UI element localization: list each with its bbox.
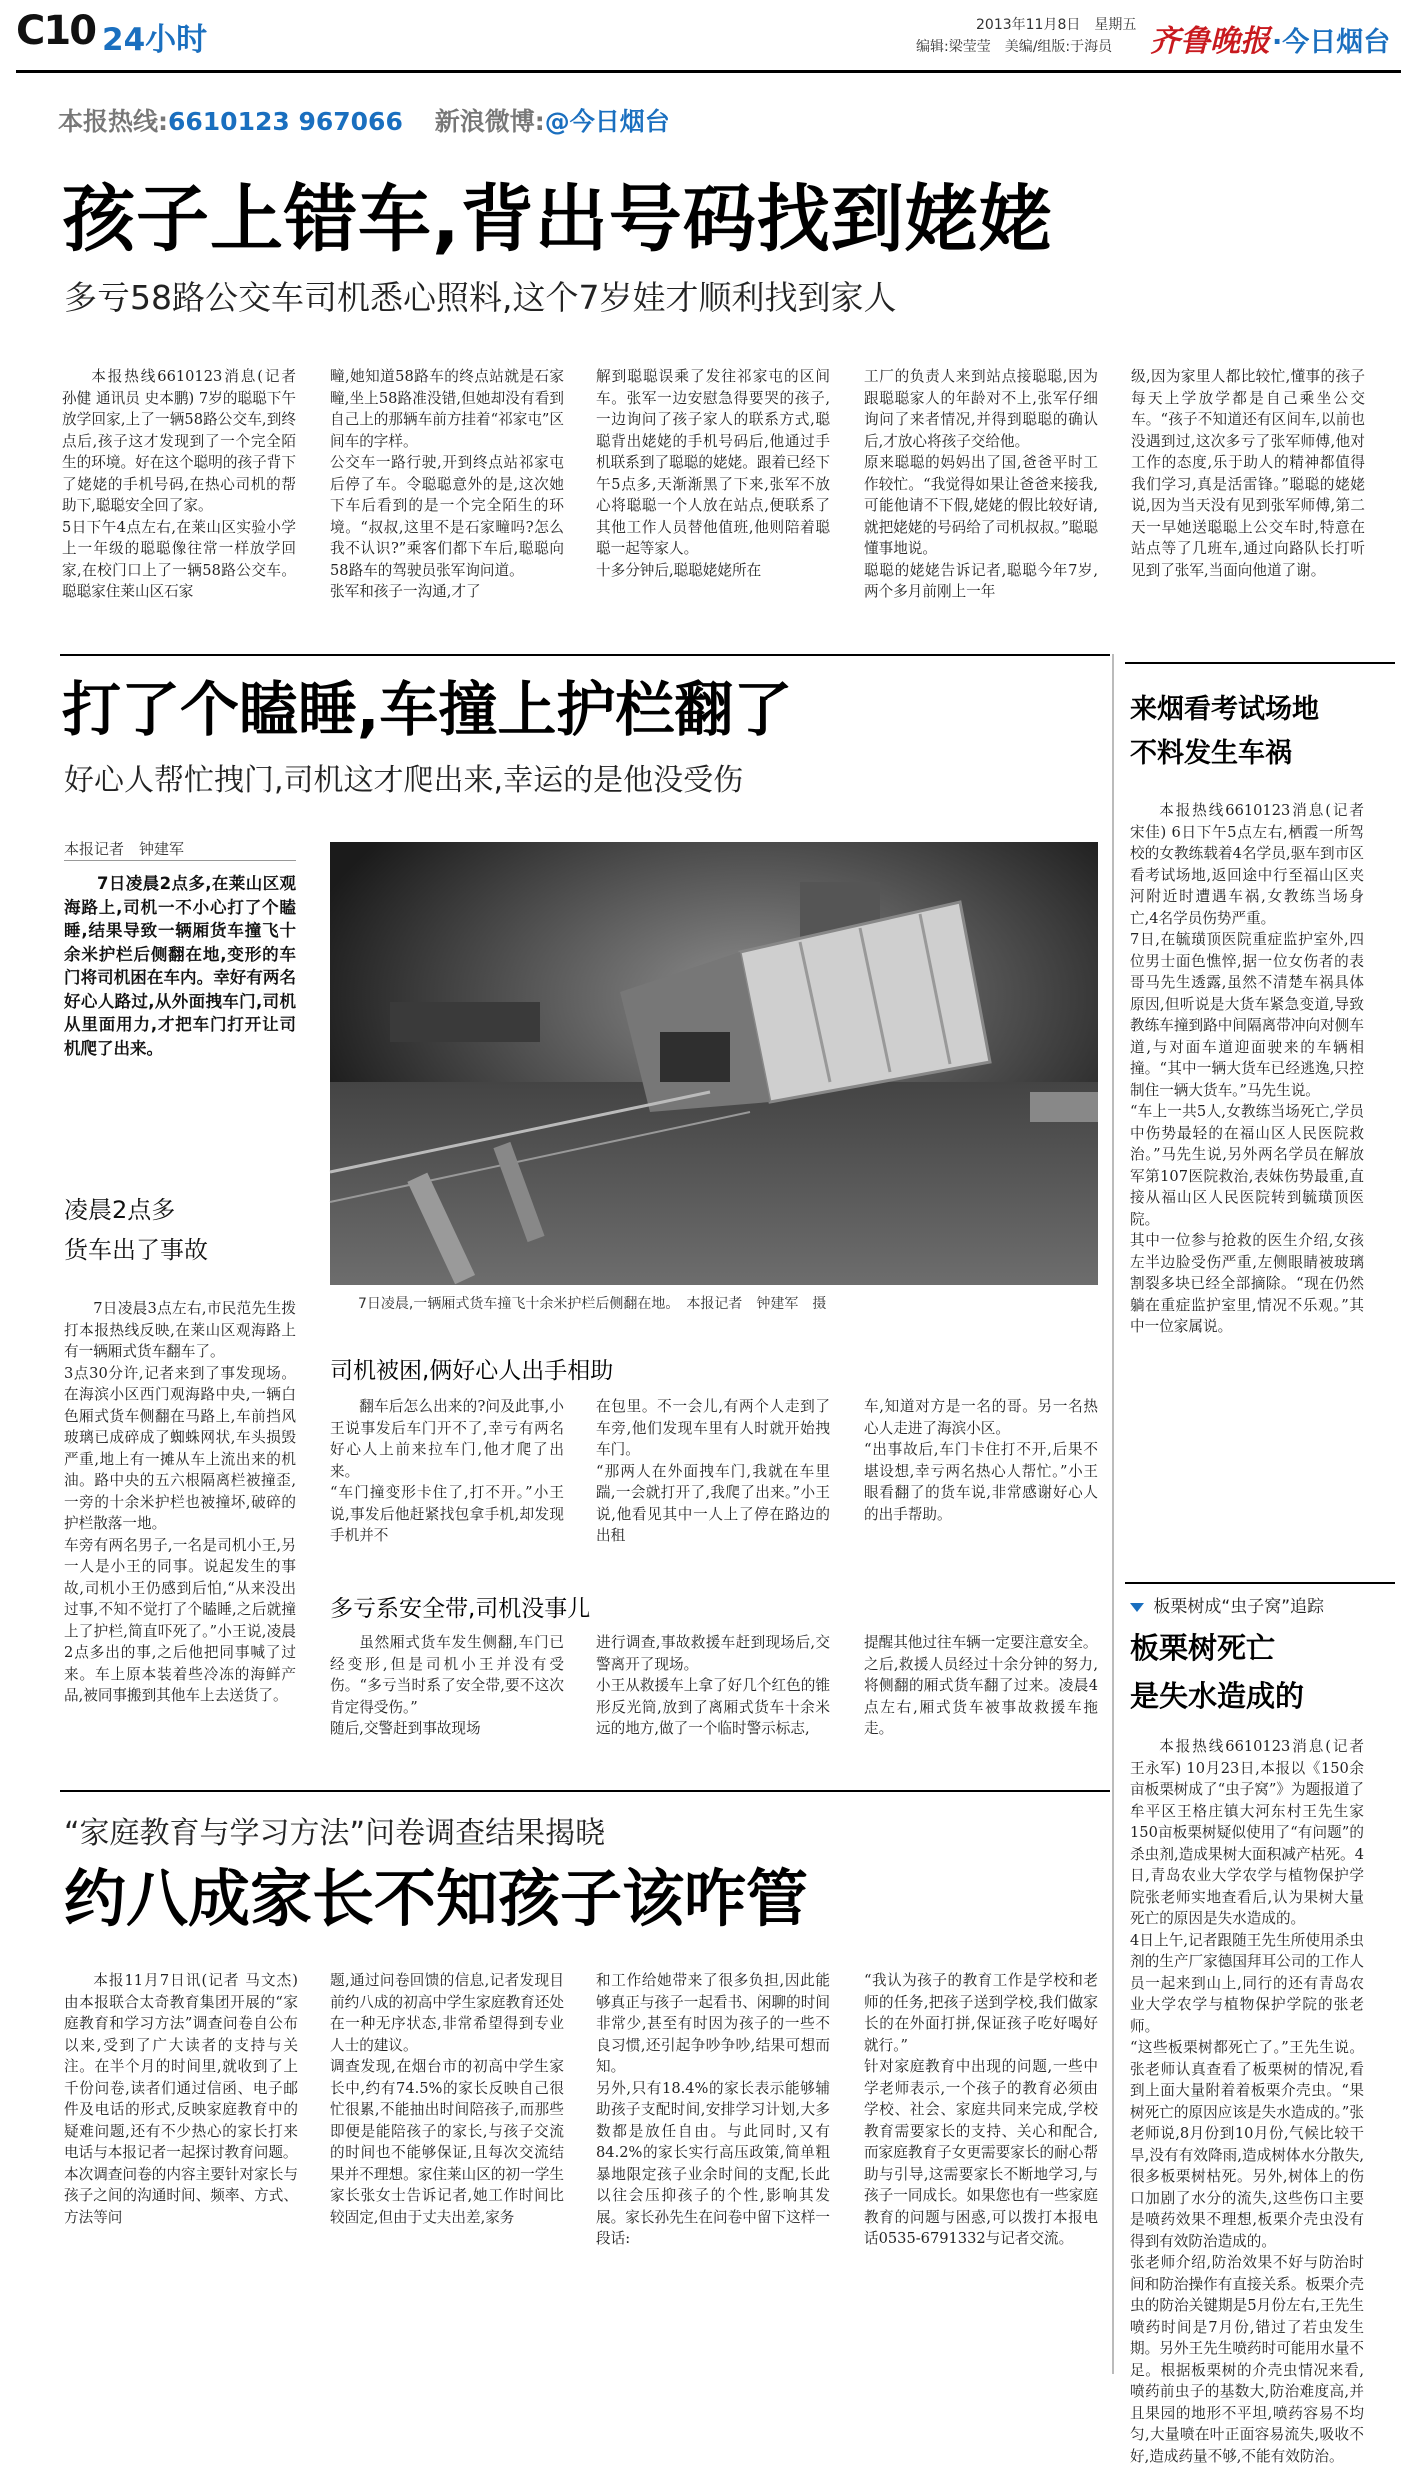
hotline-numbers[interactable]: 6610123 967066 <box>168 107 403 136</box>
story2-sec2-col2 <box>596 1396 830 1556</box>
story1-col5 <box>1131 366 1365 634</box>
story1-col3-text: 解到聪聪误乘了发往祁家屯的区间车。张军一边安慰急得要哭的孩子,一边询问了孩子家人的联系方式,聪聪背出姥姥的手机号码后,他通过手机联系到了聪聪的姥姥。跟着已经下午5点多,天渐渐黑了下来,张军不放心将聪聪一个人放在站点,便联系了其他工作人员替他值班,他则陪着聪聪一起等家人。 十多分钟后,聪聪姥姥所在 <box>596 368 830 579</box>
story1-col1-text: 本报热线6610123消息(记者 孙健 通讯员 史本鹏) 7岁的聪聪下午放学回家,上了一辆58路公交车,到终点后,孩子这才发现到了一个完全陌生的环境。好在这个聪明的孩子背下了姥姥的手机号码,在热心司机的帮助下,聪聪安全回了家。 5日下午4点左右,在莱山区实验小学上一年级的聪聪像往常一样放学回家,在校门口上了一辆58路公交车。聪聪家住莱山区石家 <box>62 368 296 600</box>
story1-col3 <box>596 366 830 634</box>
brand-suffix: ·今日烟台 <box>1272 27 1391 58</box>
page-number: C10 <box>16 8 96 54</box>
story2-sec2-col1 <box>330 1396 564 1556</box>
story2-subhead-1: 凌晨2点多 货车出了事故 <box>64 1196 208 1264</box>
story3-col4-text: “我认为孩子的教育工作是学校和老师的任务,把孩子送到学校,我们做家长的在外面打拼,保证孩子吃好喝好就行。” 针对家庭教育中出现的问题,一些中学老师表示,一个孩子的教育必须由学校、社会、家庭共同来完成,学校教育需要家长的支持、关心和配合,而家庭教育子女更需要家长的耐心帮助与引导,这需要家长不断地学习,与孩子一同成长。如果您也有一些家庭教育的问题与困惑,可以拨打本报电话0535-6791332与记者交流。 <box>864 1972 1098 2247</box>
story1-subhead: 多亏58路公交车司机悉心照料,这个7岁娃才顺利找到家人 <box>64 278 897 317</box>
story1-headline: 孩子上错车,背出号码找到姥姥 <box>62 177 1053 262</box>
story2-headline: 打了个瞌睡,车撞上护栏翻了 <box>62 675 793 744</box>
section-name: 24小时 <box>102 22 208 58</box>
overturned-truck-illustration <box>330 842 1098 1285</box>
story2-subhead-3: 多亏系安全带,司机没事儿 <box>330 1596 591 1622</box>
sidebar2-top-rule <box>1125 1582 1395 1584</box>
sidebar-divider <box>1112 654 1114 2374</box>
hotline-label: 本报热线: <box>58 107 168 136</box>
story2-sec3-col3-text: 提醒其他过往车辆一定要注意安全。 之后,救援人员经过十余分钟的努力,将侧翻的厢式货车翻了过来。凌晨4点左右,厢式货车被事故救援车拖走。 <box>864 1634 1098 1737</box>
story3-col2 <box>330 1970 564 2370</box>
story2-sec2-col3-text: 车,知道对方是一名的哥。另一名热心人走进了海滨小区。 “出事故后,车门卡住打不开,后果不堪设想,幸亏两名热心人帮忙。”小王眼看翻了的货车说,非常感谢好心人的出手帮助。 <box>864 1398 1098 1523</box>
sidebar1-top-rule <box>1125 662 1395 664</box>
story3-col4 <box>864 1970 1098 2370</box>
story2-lead <box>64 872 296 1150</box>
story1-col1 <box>62 366 296 634</box>
brand-name: 齐鲁晚报 <box>1150 24 1270 59</box>
story2-sec2-col2-text: 在包里。不一会儿,有两个人走到了车旁,他们发现车里有人时就开始拽车门。 “那两人在外面拽车门,我就在车里踹,一会就打开了,我爬了出来。”小王说,他看见其中一人上了停在路边的出租 <box>596 1398 830 1544</box>
story3-col3-text: 和工作给她带来了很多负担,因此能够真正与孩子一起看书、闲聊的时间非常少,甚至有时因为孩子的一些不良习惯,还引起争吵争吵,结果可想而知。 另外,只有18.4%的家长表示能够辅助孩子支配时间,安排学习计划,大多数都是放任自由。与此同时,又有84.2%的家长实行高压政策,简单粗暴地限定孩子业余时间的支配,长此以往会压抑孩子的个性,影响其发展。家长孙先生在问卷中留下这样一段话: <box>596 1972 830 2247</box>
story2-subhead: 好心人帮忙拽门,司机这才爬出来,幸运的是他没受伤 <box>64 763 744 798</box>
triangle-marker-icon <box>1130 1603 1144 1612</box>
accident-photo <box>330 842 1098 1285</box>
photo-caption: 7日凌晨,一辆厢式货车撞飞十余米护栏后侧翻在地。 本报记者 钟建军 摄 <box>358 1296 827 1312</box>
story2-sec3-col3 <box>864 1632 1098 1764</box>
story3-col3 <box>596 1970 830 2370</box>
sidebar1-body-text: 本报热线6610123消息(记者 宋佳) 6日下午5点左右,栖霞一所驾校的女教练载着4名学员,驱车到市区看考试场地,返回途中行至福山区夹河附近时遭遇车祸,女教练当场身亡,4名学员伤势严重。 7日,在毓璜顶医院重症监护室外,四位男士面色憔悴,据一位女伤者的表哥马先生透露,虽然不清楚车祸具体原因,但听说是大货车紧急变道,导致教练车撞到路中间隔离带冲向对侧车道,与对面车道迎面驶来的车辆相撞。“其中一辆大货车已经逃逸,只控制住一辆大货车。”马先生说。 “车上一共5人,女教练当场死亡,学员中伤势最轻的在福山区人民医院救治。”马先生说,另外两名学员在解放军第107医院救治,表妹伤势最重,直接从福山区人民医院转到毓璜顶医院。 其中一位参与抢救的医生介绍,女孩左半边脸受伤严重,左侧眼睛被玻璃割裂多块已经全部摘除。“现在仍然躺在重症监护室里,情况不乐观。”其中一位家属说。 <box>1130 802 1364 1335</box>
story1-col4 <box>864 366 1098 634</box>
story1-col2 <box>330 366 564 634</box>
sidebar2-headline: 板栗树死亡 是失水造成的 <box>1130 1631 1305 1713</box>
story2-sec2-col1-text: 翻车后怎么出来的?问及此事,小王说事发后车门开不了,幸亏有两名好心人上前来拉车门,他才爬了出来。 “车门撞变形卡住了,打不开。”小王说,事发后他赶紧找包拿手机,却发现手机并不 <box>330 1398 564 1544</box>
weibo-handle[interactable]: @今日烟台 <box>544 107 670 136</box>
story2-sec3-col2 <box>596 1632 830 1764</box>
story3-col1-text: 本报11月7日讯(记者 马文杰) 由本报联合太奇教育集团开展的“家庭教育和学习方法”调查问卷自公布以来,受到了广大读者的支持与关注。在半个月的时间里,就收到了上千份问卷,读者们通过信函、电子邮件及电话的形式,反映家庭教育中的疑难问题,还有不少热心的家长打来电话与本报记者一起探讨教育问题。 本次调查问卷的内容主要针对家长与孩子之间的沟通时间、频率、方式、方法等问 <box>64 1972 298 2226</box>
story3-col1 <box>64 1970 298 2370</box>
story2-byline: 本报记者 钟建军 <box>64 840 185 858</box>
story3-headline: 约八成家长不知孩子该咋管 <box>64 1862 809 1935</box>
story2-sec3-col2-text: 进行调查,事故救援车赶到现场后,交警离开了现场。 小王从救援车上拿了好几个红色的锥形反光筒,放到了离厢式货车十余米远的地方,做了一个临时警示标志, <box>596 1634 830 1737</box>
story3-kicker: “家庭教育与学习方法”问卷调查结果揭晓 <box>64 1816 606 1851</box>
story2-divider <box>60 1790 1110 1792</box>
header-rule <box>16 70 1401 73</box>
sidebar2-kicker: 板栗树成“虫子窝”追踪 <box>1153 1597 1325 1617</box>
story2-sec3-col1 <box>330 1632 564 1764</box>
story1-col2-text: 疃,她知道58路车的终点站就是石家疃,坐上58路准没错,但她却没有看到自己上的那辆车前方挂着“祁家屯”区间车的字样。 公交车一路行驶,开到终点站祁家屯后停了车。令聪聪意外的是,这次她下车后看到的是一个完全陌生的环境。“叔叔,这里不是石家疃吗?怎么我不认识?”乘客们都下车后,聪聪向58路车的驾驶员张军询问道。 张军和孩子一沟通,才了 <box>330 368 564 600</box>
sidebar2-kicker-row <box>1130 1592 1324 1617</box>
hotline-bar <box>58 102 670 142</box>
story2-left-body-text: 7日凌晨3点左右,市民范先生拨打本报热线反映,在莱山区观海路上有一辆厢式货车翻车了。 3点30分许,记者来到了事发现场。在海滨小区西门观海路中央,一辆白色厢式货车侧翻在马路上,车前挡风玻璃已成碎成了蜘蛛网状,车头损毁严重,地上有一摊从车上流出来的机油。路中央的五六根隔离栏被撞歪,一旁的十余米护栏也被撞坏,破碎的护栏散落一地。 车旁有两名男子,一名是司机小王,另一人是小王的同事。说起发生的事故,司机小王仍感到后怕,“从来没出过事,不知不觉打了个瞌睡,之后就撞上了护栏,简直吓死了。”小王说,凌晨2点多出的事,之后他把同事喊了过来。车上原本装着些冷冻的海鲜产品,被同事搬到其他车上去送货了。 <box>64 1300 296 1704</box>
story2-sec2-col3 <box>864 1396 1098 1556</box>
story2-subhead-2: 司机被困,俩好心人出手相助 <box>330 1358 614 1384</box>
page-header <box>0 0 1417 70</box>
editor-line: 编辑:梁莹莹 美编/组版:于海员 <box>916 39 1113 55</box>
date-line: 2013年11月8日 星期五 <box>976 17 1137 33</box>
story2-sec3-col1-text: 虽然厢式货车发生侧翻,车门已经变形,但是司机小王并没有受伤。“多亏当时系了安全带,要不这次肯定得受伤。” 随后,交警赶到事故现场 <box>330 1634 564 1737</box>
story1-col4-text: 工厂的负责人来到站点接聪聪,因为跟聪聪家人的年龄对不上,张军仔细询问了来者情况,并得到聪聪的确认后,才放心将孩子交给他。 原来聪聪的妈妈出了国,爸爸平时工作较忙。“我觉得如果让爸爸来接我,可能他请不下假,姥姥的假比较好请,就把姥姥的号码给了司机叔叔。”聪聪懂事地说。 聪聪的姥姥告诉记者,聪聪今年7岁,两个多月前刚上一年 <box>864 368 1098 600</box>
story2-left-body <box>64 1298 296 1750</box>
story1-divider <box>60 654 1110 656</box>
sidebar2-body-text: 本报热线6610123消息(记者 王永军) 10月23日,本报以《150余亩板栗树成了“虫子窝”》为题报道了牟平区王格庄镇大河东村王先生家150亩板栗树疑似使用了“有问题”的杀虫剂,造成果树大面积减产枯死。4日,青岛农业大学农学与植物保护学院张老师实地查看后,认为果树大量死亡的原因是失水造成的。 4日上午,记者跟随王先生所使用杀虫剂的生产厂家德国拜耳公司的工作人员一起来到山上,同行的还有青岛农业大学农学与植物保护学院的张老师。 “这些板栗树都死亡了。”王先生说。张老师认真查看了板栗树的情况,看到上面大量附着着板栗介壳虫。“果树死亡的原因应该是失水造成的。”张老师说,8月份到10月份,气候比较干旱,没有有效降雨,造成树体水分散失,很多板栗树枯死。另外,树体上的伤口加剧了水分的流失,这些伤口主要是喷药效果不理想,板栗介壳虫没有得到有效防治造成的。 张老师介绍,防治效果不好与防治时间和防治操作有直接关系。板栗介壳虫的防治关键期是5月份左右,王先生喷药时间是7月份,错过了若虫发生期。另外王先生喷药时可能用水量不足。根据板栗树的介壳虫情况来看,喷药前虫子的基数大,防治难度高,并且果园的地形不平坦,喷药容易不均匀,大量喷在叶正面容易流失,吸收不好,造成药量不够,不能有效防治。 <box>1130 1738 1364 2465</box>
sidebar2-body <box>1130 1736 1364 2465</box>
weibo-label: 新浪微博: <box>434 107 545 136</box>
sidebar1-headline: 来烟看考试场地 不料发生车祸 <box>1130 694 1319 769</box>
story3-col2-text: 题,通过问卷回馈的信息,记者发现目前约八成的初高中学生家庭教育还处在一种无序状态,非常希望得到专业人士的建议。 调查发现,在烟台市的初高中学生家长中,约有74.5%的家长反映自己很忙很累,不能抽出时间陪孩子,而那些即便是能陪孩子的家长,与孩子交流的时间也不能够保证,且每次交流结果并不理想。家住莱山区的初一学生家长张女士告诉记者,她工作时间比较固定,但由于丈夫出差,家务 <box>330 1972 564 2226</box>
byline-rule <box>64 860 296 861</box>
story1-col5-text: 级,因为家里人都比较忙,懂事的孩子每天上学放学都是自己乘坐公交车。“孩子不知道还有区间车,以前也没遇到过,这次多亏了张军师傅,他对工作的态度,乐于助人的精神都值得我们学习,真是活雷锋。”聪聪的姥姥说,因为当天没有见到张军师傅,第二天一早她送聪聪上公交车时,特意在站点等了几班车,通过向路队长打听见到了张军,当面向他道了谢。 <box>1131 368 1365 579</box>
story2-lead-text: 7日凌晨2点多,在莱山区观海路上,司机一不小心打了个瞌睡,结果导致一辆厢货车撞飞十余米护栏后侧翻在地,变形的车门将司机困在车内。幸好有两名好心人路过,从外面拽车门,司机从里面用力,才把车门打开让司机爬了出来。 <box>64 874 296 1058</box>
sidebar1-body <box>1130 800 1364 1560</box>
